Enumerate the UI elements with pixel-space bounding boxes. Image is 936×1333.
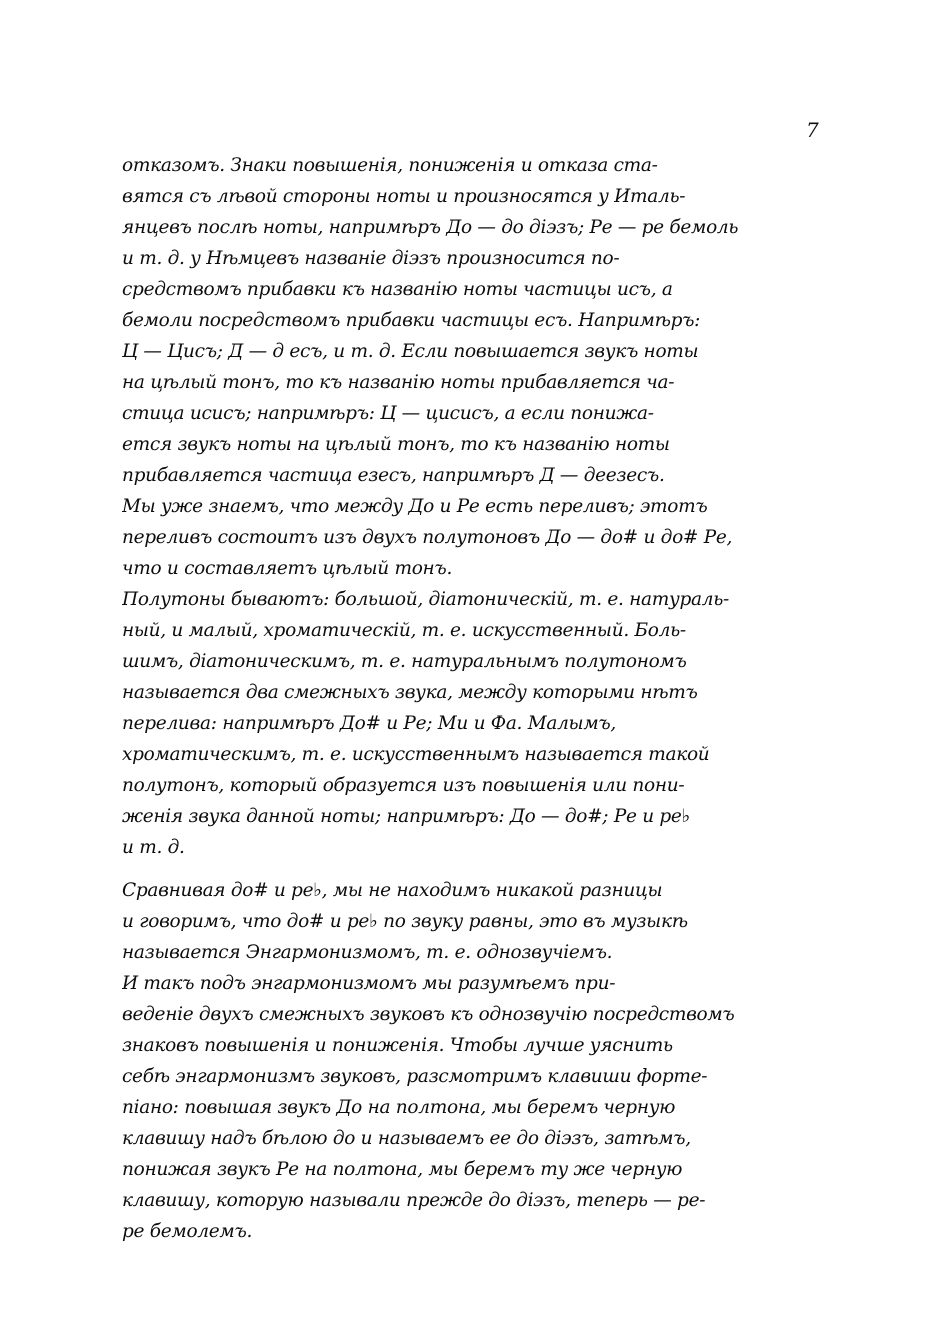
text-line: называется два смежныхъ звука, между которыми нѣтъ	[122, 682, 698, 703]
text-line: переливъ состоитъ изъ двухъ полутоновъ До — до# и до# Ре,	[122, 527, 733, 548]
text-line: клавишу надъ бѣлою до и называемъ ее до діэзъ, затѣмъ,	[122, 1128, 691, 1149]
text-line: ется звукъ ноты на цѣлый тонъ, то къ названію ноты	[122, 434, 670, 455]
text-line: Полутоны бываютъ: большой, діатоническій, т. е. натураль-	[122, 589, 729, 610]
text-line: и т. д.	[122, 837, 185, 858]
text-line: веденіе двухъ смежныхъ звуковъ къ однозвучію посредствомъ	[122, 1004, 735, 1025]
text-line: янцевъ послѣ ноты, напримѣръ До — до діэзъ; Ре — ре бемоль	[122, 217, 739, 238]
text-line: женія звука данной ноты; напримѣръ: До — до#; Ре и ре♭	[122, 806, 691, 827]
text-line: хроматическимъ, т. е. искусственнымъ называется такой	[122, 744, 710, 765]
text-line: что и составляетъ цѣлый тонъ.	[122, 558, 453, 579]
text-line: ре бемолемъ.	[122, 1221, 253, 1242]
text-line: стица исисъ; напримѣръ: Ц — цисисъ, а если понижа-	[122, 403, 654, 424]
text-line: Ц — Цисъ; Д — д есъ, и т. д. Если повышается звукъ ноты	[122, 341, 699, 362]
text-line: вятся съ лѣвой стороны ноты и произносятся у Италь-	[122, 186, 686, 207]
text-line: прибавляется частица езесъ, напримѣръ Д — деезесъ.	[122, 465, 665, 486]
text-line: Сравнивая до# и ре♭, мы не находимъ никакой разницы	[122, 880, 663, 901]
text-line: понижая звукъ Ре на полтона, мы беремъ ту же черную	[122, 1159, 683, 1180]
text-line: И такъ подъ энгармонизмомъ мы разумѣемъ при-	[122, 973, 616, 994]
page-number: 7	[806, 118, 819, 142]
text-line: называется Энгармонизмомъ, т. е. однозвучіемъ.	[122, 942, 613, 963]
text-line: себѣ энгармонизмъ звуковъ, разсмотримъ клавиши форте-	[122, 1066, 708, 1087]
text-line: Мы уже знаемъ, что между До и Ре есть переливъ; этотъ	[122, 496, 708, 517]
text-line: бемоли посредствомъ прибавки частицы есъ. Напримѣръ:	[122, 310, 701, 331]
text-line: отказомъ. Знаки повышенія, пониженія и отказа ста-	[122, 155, 658, 176]
text-line: полутонъ, который образуется изъ повышенія или пони-	[122, 775, 685, 796]
text-line: клавишу, которую называли прежде до діэзъ, теперь — ре-	[122, 1190, 706, 1211]
text-line: ный, и малый, хроматическій, т. е. искусственный. Боль-	[122, 620, 686, 641]
text-line: піано: повышая звукъ До на полтона, мы беремъ черную	[122, 1097, 676, 1118]
text-line: средствомъ прибавки къ названію ноты частицы исъ, а	[122, 279, 673, 300]
text-line: шимъ, діатоническимъ, т. е. натуральнымъ полутономъ	[122, 651, 687, 672]
text-line: на цѣлый тонъ, то къ названію ноты прибавляется ча-	[122, 372, 675, 393]
text-line: знаковъ повышенія и пониженія. Чтобы лучше уяснить	[122, 1035, 673, 1056]
text-line: и говоримъ, что до# и ре♭ по звуку равны, это въ музыкѣ	[122, 911, 688, 932]
text-line: и т. д. у Нѣмцевъ названіе діэзъ произносится по-	[122, 248, 620, 269]
manuscript-text	[122, 150, 812, 1247]
text-line: перелива: напримѣръ До# и Ре; Ми и Фа. Малымъ,	[122, 713, 616, 734]
